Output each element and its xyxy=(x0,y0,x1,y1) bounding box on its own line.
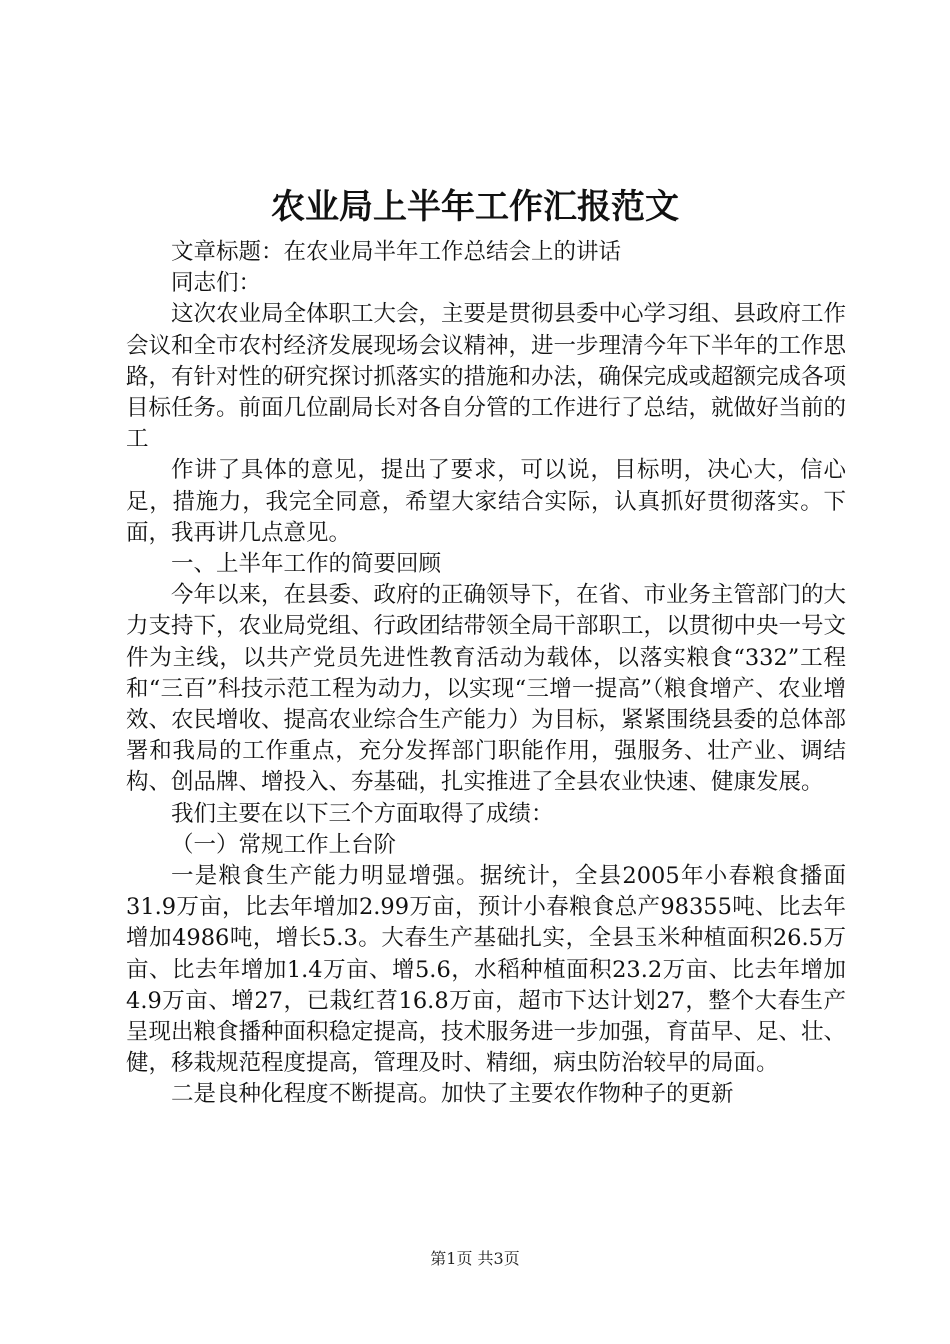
salutation-paragraph: 同志们： xyxy=(171,270,262,297)
subsection-heading: （一）常规工作上台阶 xyxy=(171,831,397,858)
body-paragraph: 一是粮食生产能力明显增强。据统计，全县2005年小春粮食播面31.9万亩，比去年增加2.99万亩，预计小春粮食总产98355吨、比去年增加4986吨，增长5.3。大春生产基础扎实，全县玉米种植面积26.5万亩、比去年增加1.4万亩、增5.6，水稻种植面积23.2万亩、比去年增加4.9万亩、增27，已栽红苕16.8万亩，超市下达计划27，整个大春生产呈现出粮食播种面积稳定提高，技术服务进一步加强，育苗早、足、壮、健，移栽规范程度提高，管理及时、精细，病虫防治较早的局面。 xyxy=(126,863,847,1077)
document-body xyxy=(126,237,846,1111)
body-paragraph: 作讲了具体的意见，提出了要求，可以说，目标明，决心大，信心足，措施力，我完全同意，希望大家结合实际，认真抓好贯彻落实。下面，我再讲几点意见。 xyxy=(126,457,846,546)
document-title: 农业局上半年工作汇报范文 xyxy=(271,187,679,227)
article-subtitle-paragraph: 文章标题：在农业局半年工作总结会上的讲话 xyxy=(171,239,622,265)
body-paragraph: 今年以来，在县委、政府的正确领导下，在省、市业务主管部门的大力支持下，农业局党组、行政团结带领全局干部职工，以贯彻中央一号文件为主线，以共产党员先进性教育活动为载体，以落实粮食“332”工程和“三百”科技示范工程为动力，以实现“三增一提高”（粮食增产、农业增效、农民增收、提高农业综合生产能力）为目标，紧紧围绕县委的总体部署和我局的工作重点，充分发挥部门职能作用，强服务、壮产业、调结构、创品牌、增投入、夯基础，扎实推进了全县农业快速、健康发展。 xyxy=(126,582,847,796)
body-paragraph: 我们主要在以下三个方面取得了成绩： xyxy=(171,800,554,827)
body-paragraph: 二是良种化程度不断提高。加快了主要农作物种子的更新 xyxy=(171,1081,734,1108)
page-footer: 第1页 共3页 xyxy=(430,1249,520,1268)
section-heading: 一、上半年工作的简要回顾 xyxy=(171,551,442,578)
body-paragraph: 这次农业局全体职工大会，主要是贯彻县委中心学习组、县政府工作会议和全市农村经济发展现场会议精神，进一步理清今年下半年的工作思路，有针对性的研究探讨抓落实的措施和办法，确保完成或超额完成各项目标任务。前面几位副局长对各自分管的工作进行了总结，就做好当前的工 xyxy=(126,301,847,453)
